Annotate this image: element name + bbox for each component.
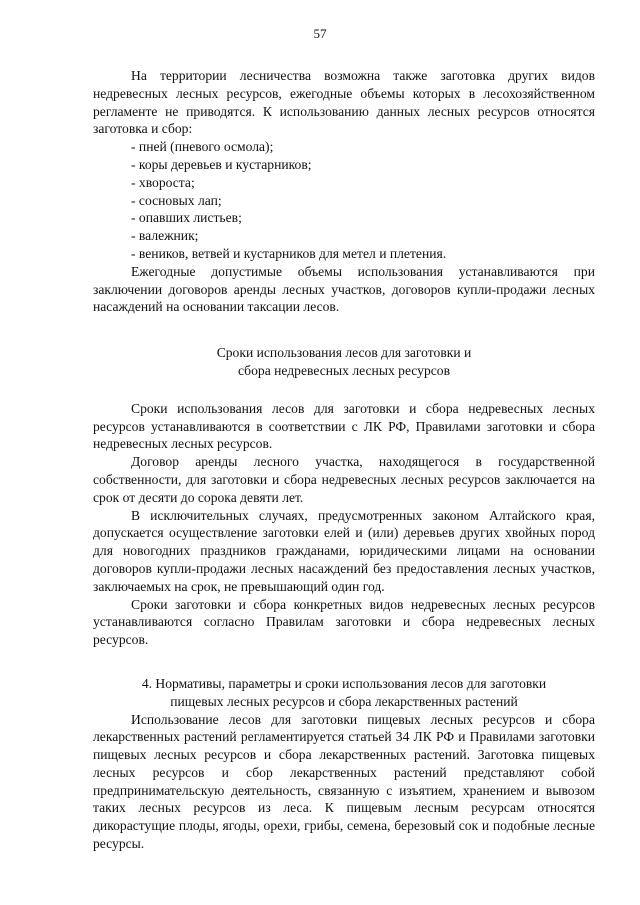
page-number: 57 — [313, 26, 327, 41]
list-item: - пней (пневого осмола); — [131, 139, 274, 155]
terms-paragraph: Договор аренды лесного участка, находящегося в государственной собственности, для заготовки и сбора недревесных лесных ресурсов заключается на срок от десяти до сорока девяти лет. — [93, 454, 595, 505]
section-heading-line: сбора недревесных лесных ресурсов — [237, 362, 451, 378]
list-item: - коры деревьев и кустарников; — [131, 156, 312, 172]
list-item: - опавших листьев; — [131, 210, 242, 226]
list-item: - веников, ветвей и кустарников для метел и плетения. — [131, 245, 447, 261]
intro-paragraph: На территории лесничества возможна также заготовка других видов недревесных лесных ресурсов, ежегодные объемы которых в лесохозяйственном регламенте не приводятся. К использованию данных лесных ресурсов относятся заготовка и сбор: — [93, 68, 595, 137]
terms-paragraph: Сроки заготовки и сбора конкретных видов недревесных лесных ресурсов устанавливаются согласно Правилам заготовки и сбора недревесных лесных ресурсов. — [93, 596, 595, 648]
page-content — [93, 67, 595, 853]
section-4-heading-line: 4. Нормативы, параметры и сроки использования лесов для заготовки — [141, 675, 547, 691]
list-item: - сосновых лап; — [131, 192, 222, 208]
section-4-paragraph: Использование лесов для заготовки пищевых лесных ресурсов и сбора лекарственных растений регламентируется статьей 34 ЛК РФ и Правилами заготовки пищевых лесных ресурсов и сбора лекарственных растений. Заготовка пищевых лесных ресурсов и сбор лекарственных растений представляют собой предпринимательскую деятельность, связанную с изъятием, хранением и вывозом таких лесных ресурсов из леса. К пищевым лесным ресурсам относятся дикорастущие плоды, ягоды, орехи, грибы, семена, березовый сок и подобные лесные ресурсы. — [93, 711, 595, 852]
terms-paragraph: В исключительных случаях, предусмотренных законом Алтайского края, допускается осуществление заготовки елей и (или) деревьев других хвойных пород для новогодних праздников гражданами, юридическими лицами на основании договоров купли-продажи лесных насаждений без предоставления лесных участков, заключаемых на срок, не превышающий один год. — [93, 507, 595, 594]
terms-paragraph: Сроки использования лесов для заготовки и сбора недревесных лесных ресурсов устанавливаются в соответствии с ЛК РФ, Правилами заготовки и сбора недревесных лесных ресурсов. — [93, 400, 595, 452]
section-4-heading-line: пищевых лесных ресурсов и сбора лекарственных растений — [170, 693, 518, 709]
intro-closing-paragraph: Ежегодные допустимые объемы использования устанавливаются при заключении договоров аренды лесных участков, договоров купли-продажи лесных насаждений на основании таксации лесов. — [93, 263, 595, 315]
section-heading-line: Сроки использования лесов для заготовки и — [216, 345, 472, 361]
list-item: - хвороста; — [131, 174, 195, 190]
resource-list — [93, 138, 595, 263]
list-item: - валежник; — [131, 228, 199, 244]
